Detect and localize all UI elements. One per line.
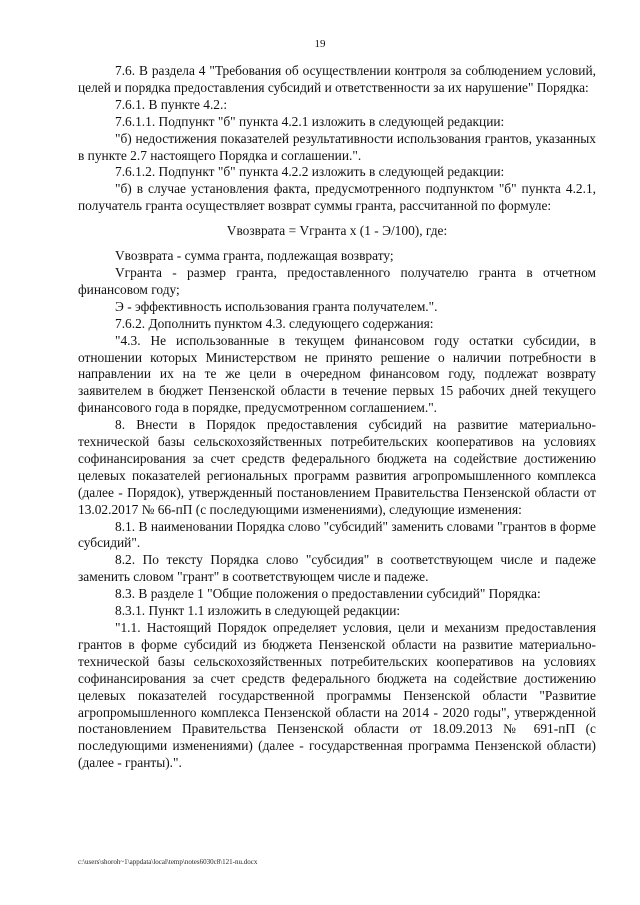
- paragraph: Vгранта - размер гранта, предоставленного получателю гранта в отчетном финансовом году;: [78, 264, 596, 297]
- paragraph: 7.6.1. В пункте 4.2.:: [115, 96, 228, 112]
- formula: Vвозврата = Vгранта x (1 - Э/100), где:: [226, 223, 448, 239]
- footer-file-path: c:\users\shoroh~1\appdata\local\temp\notes6030c8\121-nu.docx: [78, 858, 258, 866]
- paragraph: "4.3. Не использованные в текущем финансовом году остатки субсидии, в отношении которых Министерством не принято решение о наличии потребности в направлении их на те же цели в очередном финансовом году, подлежат возврату заявителем в бюджет Пензенской области в течение первых 15 рабочих дней текущего финансового года в порядке, предусмотренном соглашением.".: [78, 332, 596, 416]
- paragraph: 8. Внести в Порядок предоставления субсидий на развитие материально-технической базы сельскохозяйственных потребительских кооперативов на условиях софинансирования за счет средств федерального бюджета на содействие достижению целевых показателей региональных программ развития агропромышленного комплекса (далее - Порядок), утвержденный постановлением Правительства Пензенской области от 13.02.2017 № 66-пП (с последующими изменениями), следующие изменения:: [78, 417, 596, 517]
- paragraph: 7.6.1.2. Подпункт "б" пункта 4.2.2 изложить в следующей редакции:: [115, 164, 505, 180]
- paragraph: "б) в случае установления факта, предусмотренного подпунктом "б" пункта 4.2.1, получатель гранта осуществляет возврат суммы гранта, рассчитанной по формуле:: [78, 181, 596, 214]
- paragraph: Vвозврата - сумма гранта, подлежащая возврату;: [115, 248, 394, 264]
- paragraph: 8.3. В разделе 1 "Общие положения о предоставлении субсидий" Порядка:: [115, 586, 541, 602]
- paragraph: Э - эффективность использования гранта получателем.".: [115, 298, 438, 314]
- document-body: [78, 63, 596, 772]
- paragraph: 8.3.1. Пункт 1.1 изложить в следующей редакции:: [115, 603, 401, 619]
- paragraph: 8.1. В наименовании Порядка слово "субсидий" заменить словами "грантов в форме субсидий".: [78, 518, 596, 551]
- paragraph: 7.6.1.1. Подпункт "б" пункта 4.2.1 изложить в следующей редакции:: [115, 113, 505, 129]
- paragraph: "1.1. Настоящий Порядок определяет условия, цели и механизм предоставления грантов в форме субсидий из бюджета Пензенской области на развитие материально-технической базы сельскохозяйственных потребительских кооперативов на условиях софинансирования за счет средств федерального бюджета на содействие достижению целевых показателей государственной программы Пензенской области "Развитие агропромышленного комплекса Пензенской области на 2014 - 2020 годы", утвержденной постановлением Правительства Пензенской области от 18.09.2013 № 691-пП (с последующими изменениями) (далее - государственная программа Пензенской области) (далее - гранты).".: [78, 620, 596, 771]
- paragraph: 7.6.2. Дополнить пунктом 4.3. следующего содержания:: [115, 315, 434, 331]
- paragraph: 8.2. По тексту Порядка слово "субсидия" в соответствующем числе и падеже заменить словом "грант" в соответствующем числе и падеже.: [78, 552, 596, 585]
- page-number: 19: [314, 38, 326, 50]
- paragraph: 7.6. В раздела 4 "Требования об осуществлении контроля за соблюдением условий, целей и порядка предоставления субсидий и ответственности за их нарушение" Порядка:: [78, 63, 596, 95]
- paragraph: "б) недостижения показателей результативности использования грантов, указанных в пункте 2.7 настоящего Порядка и соглашении.".: [78, 130, 596, 163]
